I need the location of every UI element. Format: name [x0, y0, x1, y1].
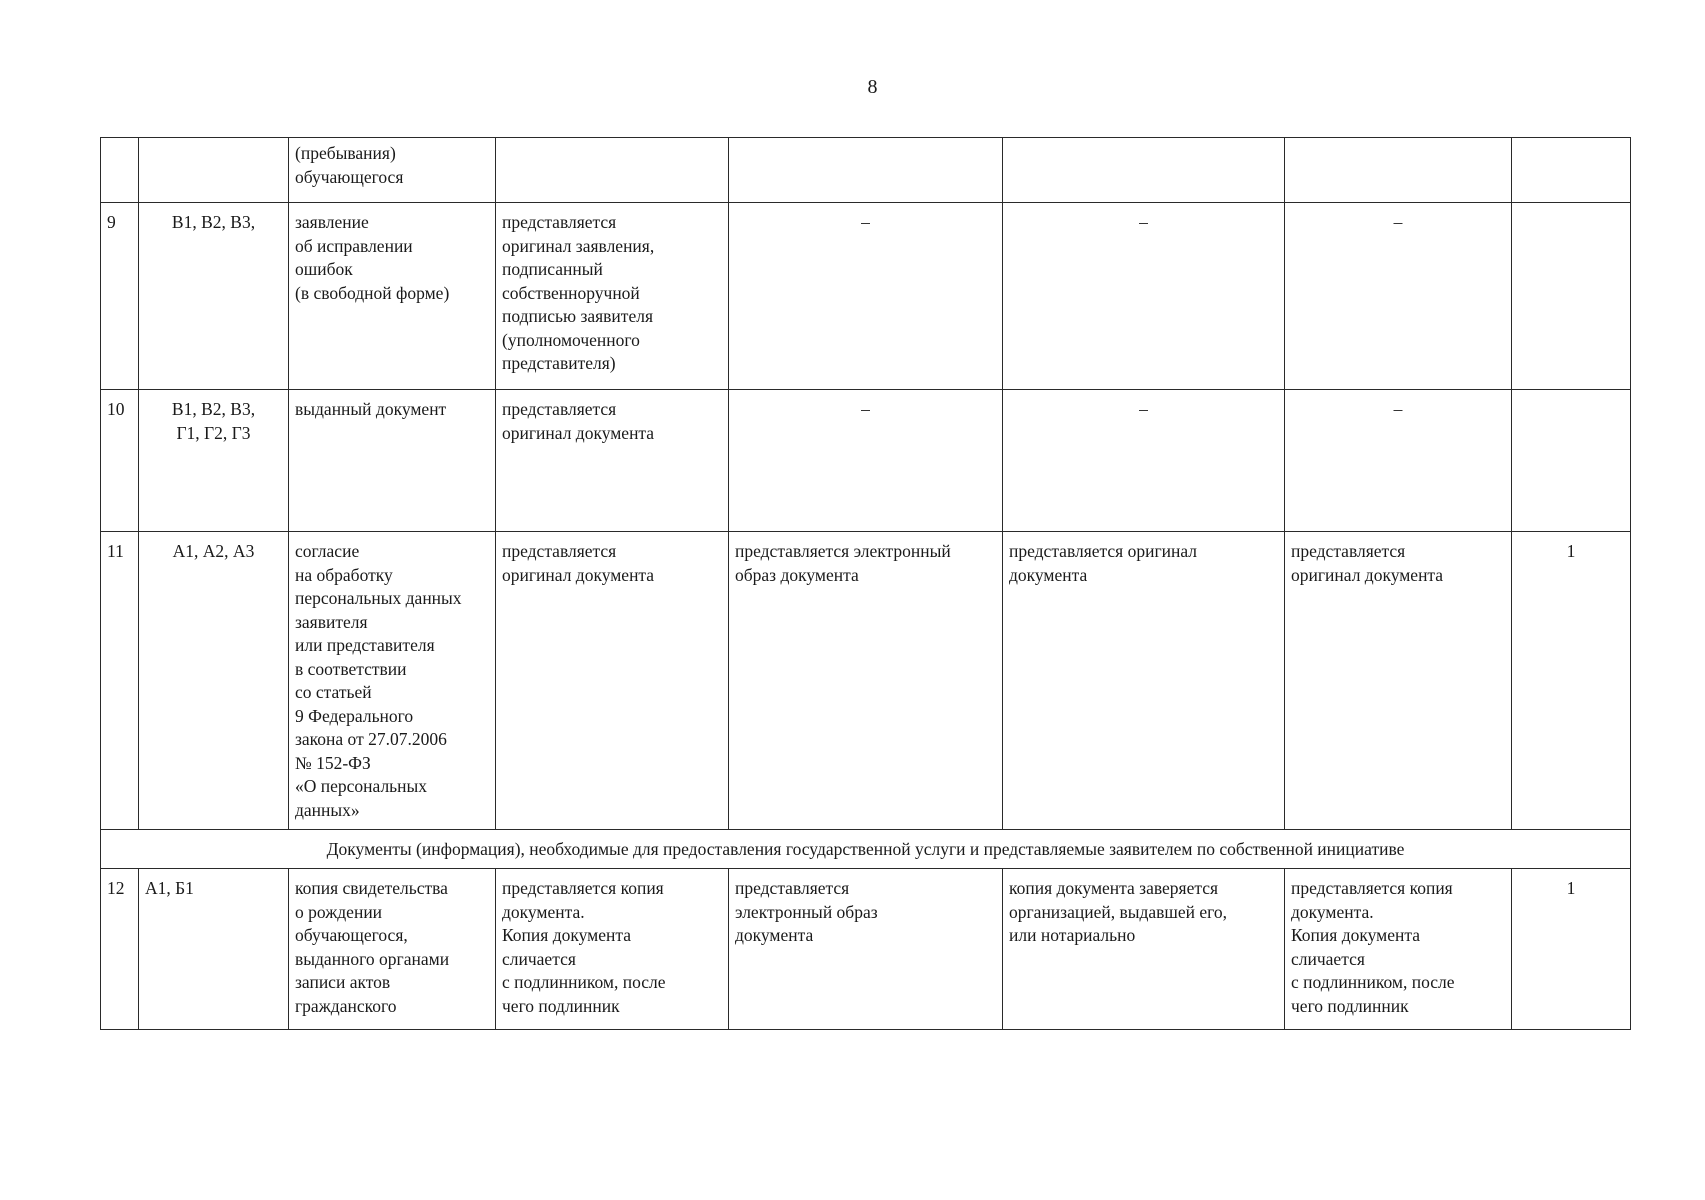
cell-col7	[1285, 138, 1512, 203]
cell-col6: представляется оригинал документа	[1003, 532, 1285, 830]
table-row	[101, 203, 1631, 390]
cell-doc-name: выданный документ	[289, 390, 496, 532]
cell-codes	[139, 138, 289, 203]
cell-col6: –	[1003, 203, 1285, 390]
cell-col7: представляется копия документа. Копия документа сличается с подлинником, после чего подлинник	[1285, 869, 1512, 1030]
cell-num: 9	[101, 203, 139, 390]
cell-doc-name: согласие на обработку персональных данных заявителя или представителя в соответствии со статьей 9 Федерального закона от 27.07.2006 № 152-ФЗ «О персональных данных»	[289, 532, 496, 830]
page-number: 8	[867, 76, 878, 98]
cell-col8	[1512, 390, 1631, 532]
cell-col8	[1512, 138, 1631, 203]
cell-codes: А1, Б1	[139, 869, 289, 1030]
table-row	[101, 390, 1631, 532]
cell-col5	[729, 138, 1003, 203]
cell-col4: представляется оригинал документа	[496, 532, 729, 830]
cell-col6: копия документа заверяется организацией, выдавшей его, или нотариально	[1003, 869, 1285, 1030]
table-section-row	[101, 830, 1631, 869]
cell-doc-name: заявление об исправлении ошибок (в свободной форме)	[289, 203, 496, 390]
cell-col6: –	[1003, 390, 1285, 532]
cell-col7: представляется оригинал документа	[1285, 532, 1512, 830]
section-heading: Документы (информация), необходимые для предоставления государственной услуги и представляемые заявителем по собственной инициативе	[101, 830, 1631, 869]
documents-table	[100, 137, 1631, 1030]
cell-col4: представляется копия документа. Копия документа сличается с подлинником, после чего подлинник	[496, 869, 729, 1030]
cell-col5: представляется электронный образ документа	[729, 532, 1003, 830]
cell-col5: –	[729, 390, 1003, 532]
cell-doc-name: копия свидетельства о рождении обучающегося, выданного органами записи актов гражданского	[289, 869, 496, 1030]
cell-col4: представляется оригинал заявления, подписанный собственноручной подписью заявителя (уполномоченного представителя)	[496, 203, 729, 390]
cell-col8: 1	[1512, 532, 1631, 830]
cell-num: 11	[101, 532, 139, 830]
cell-col4: представляется оригинал документа	[496, 390, 729, 532]
cell-col5: –	[729, 203, 1003, 390]
cell-col6	[1003, 138, 1285, 203]
table-row	[101, 532, 1631, 830]
table-row-continuation	[101, 138, 1631, 203]
cell-col8: 1	[1512, 869, 1631, 1030]
cell-num	[101, 138, 139, 203]
cell-num: 10	[101, 390, 139, 532]
cell-doc-name: (пребывания) обучающегося	[289, 138, 496, 203]
cell-col4	[496, 138, 729, 203]
cell-col8	[1512, 203, 1631, 390]
cell-num: 12	[101, 869, 139, 1030]
cell-col5: представляется электронный образ документа	[729, 869, 1003, 1030]
cell-codes: А1, А2, А3	[139, 532, 289, 830]
cell-codes: В1, В2, В3, Г1, Г2, Г3	[139, 390, 289, 532]
cell-codes: В1, В2, В3,	[139, 203, 289, 390]
table-row	[101, 869, 1631, 1030]
cell-col7: –	[1285, 203, 1512, 390]
cell-col7: –	[1285, 390, 1512, 532]
